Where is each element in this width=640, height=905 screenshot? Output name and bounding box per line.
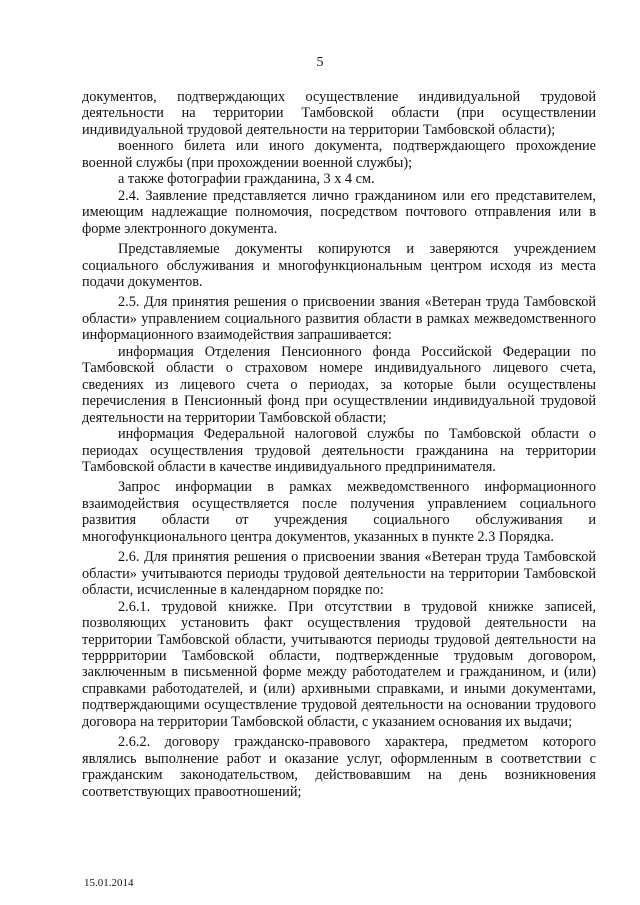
paragraph: Запрос информации в рамках межведомственного информационного взаимодействия осуществляется после получения управлением социального развития области от учреждения социального обслуживания и многофункционального центра документов, указанных в пункте 2.3 Порядка. bbox=[82, 479, 596, 545]
paragraph: 2.6.2. договору гражданско-правового характера, предметом которого являлись выполнение работ и оказание услуг, оформленным в соответствии с гражданским законодательством, действовавшим на день возникновения соответствующих правоотношений; bbox=[82, 734, 596, 800]
footer-date: 15.01.2014 bbox=[84, 877, 134, 889]
paragraph: информация Отделения Пенсионного фонда Российской Федерации по Тамбовской области о страховом номере индивидуального лицевого счета, сведениях из лицевого счета о периодах, за которые были осуществлены перечисления в Пенсионный фонд при осуществлении индивидуальной трудовой деятельности на территории Тамбовской области; bbox=[82, 343, 596, 426]
paragraph: 2.6. Для принятия решения о присвоении звания «Ветеран труда Тамбовской области» учитываются периоды трудовой деятельности на территории Тамбовской области, исчисленные в календарном порядке по: bbox=[82, 549, 596, 599]
paragraph: военного билета или иного документа, подтверждающего прохождение военной службы (при прохождении военной службы); bbox=[82, 138, 596, 171]
paragraph: документов, подтверждающих осуществление индивидуальной трудовой деятельности на территории Тамбовской области (при осуществлении индивидуальной трудовой деятельности на территории Тамбовской области); bbox=[82, 89, 596, 138]
paragraph: Представляемые документы копируются и заверяются учреждением социального обслуживания и многофункциональным центром исходя из места подачи документов. bbox=[82, 241, 596, 290]
document-body bbox=[82, 89, 596, 800]
page-number: 5 bbox=[316, 55, 324, 70]
paragraph: 2.5. Для принятия решения о присвоении звания «Ветеран труда Тамбовской области» управлением социального развития области в рамках межведомственного информационного взаимодействия запрашивается: bbox=[82, 294, 596, 344]
paragraph: а также фотографии гражданина, 3 х 4 см. bbox=[118, 171, 375, 188]
paragraph: информация Федеральной налоговой службы по Тамбовской области о периодах осуществления трудовой деятельности гражданина на территории Тамбовской области в качестве индивидуального предпринимателя. bbox=[82, 426, 596, 475]
paragraph: 2.4. Заявление представляется лично гражданином или его представителем, имеющим надлежащие полномочия, посредством почтового отправления или в форме электронного документа. bbox=[82, 187, 596, 237]
paragraph: 2.6.1. трудовой книжке. При отсутствии в трудовой книжке записей, позволяющих установить факт осуществления трудовой деятельности на территории Тамбовской области, учитываются периоды трудовой деятельности на терррритории Тамбовской области, подтвержденные трудовым договором, заключенным в письменной форме между работодателем и гражданином, и (или) справками работодателей, и (или) архивными справками, и иными документами, подтверждающими осуществление трудовой деятельности на основании трудового договора на территории Тамбовской области, с указанием основания их выдачи; bbox=[82, 598, 596, 730]
